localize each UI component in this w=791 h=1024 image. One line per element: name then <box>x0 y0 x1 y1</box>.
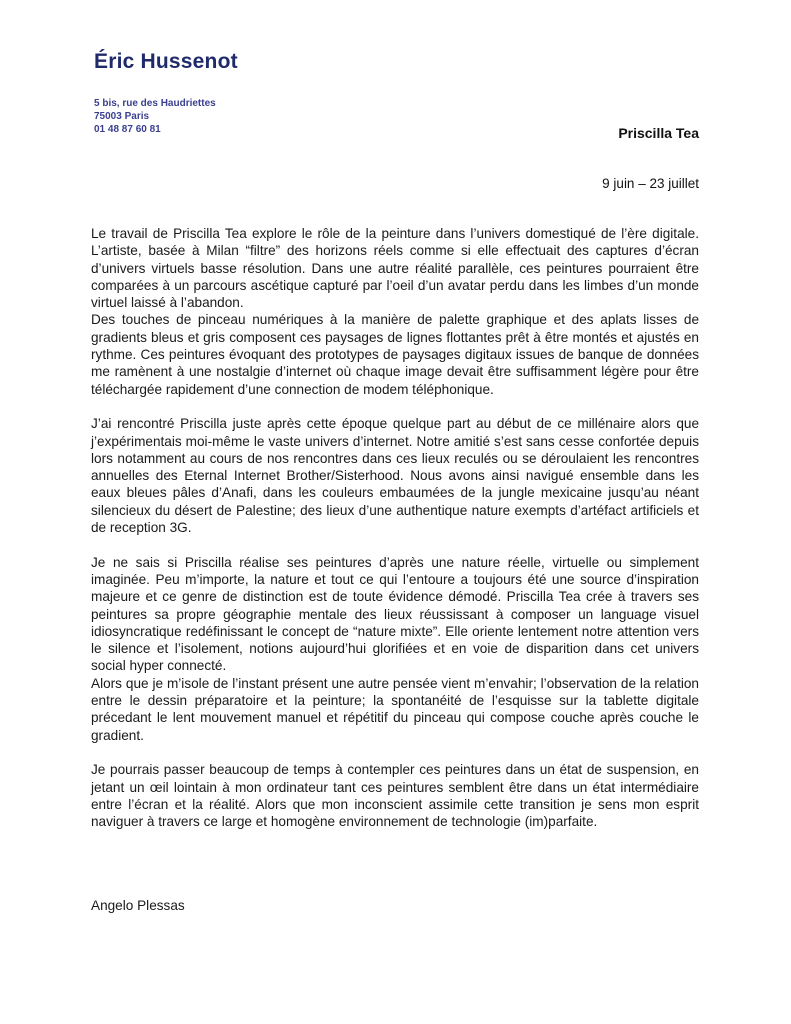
paragraph: J’ai rencontré Priscilla juste après cette époque quelque part au début de ce millénaire alors que j’expérimentais moi-même le vaste univers d’internet. Notre amitié s’est sans cesse confortée depuis lors notamment au cours de nos rencontres dans ces lieux reculés ou se déroulaient les rencontres annuelles des Eternal Internet Brother/Sisterhood. Nous avons ainsi navigué ensemble dans les eaux bleues pâles d’Anafi, dans les couleurs embaumées de la jungle mexicaine jusqu’au néant silencieux du désert de Palestine; des lieux d’une authentique nature exempts d’artéfact artificiels et de reception 3G. <box>91 416 699 536</box>
author-signature: Angelo Plessas <box>91 898 185 913</box>
paragraph: Je pourrais passer beaucoup de temps à contempler ces peintures dans un état de suspension, en jetant un œil lointain à mon ordinateur tant ces peintures semblent être dans un état intermédiaire entre l’écran et la réalité. Alors que mon inconscient assimile cette transition je sens mon esprit naviguer à travers ce large et homogène environnement de technologie (im)parfaite. <box>91 762 699 830</box>
artist-name: Priscilla Tea <box>618 125 699 141</box>
address-street: 5 bis, rue des Haudriettes <box>94 98 216 109</box>
exhibition-dates: 9 juin – 23 juillet <box>602 176 699 191</box>
paragraph: Des touches de pinceau numériques à la manière de palette graphique et des aplats lisses de gradients bleus et gris composent ces paysages de lignes flottantes prêt à être montés et ajustés en rythme. Ces peintures évoquant des prototypes de paysages digitaux issues de banque de données me ramènent à une nostalgie d’internet où chaque image devait être suffisamment légère pour être téléchargée rapidement d’une connection de modem téléphonique. <box>91 312 699 397</box>
paragraph: Alors que je m’isole de l’instant présent une autre pensée vient m’envahir; l’observation de la relation entre le dessin préparatoire et la peinture; la spontanéité de l’esquisse sur la tablette digitale précedant le lent mouvement manuel et répétitif du pinceau qui compose couche après couche le gradient. <box>91 675 699 743</box>
press-release-body <box>91 225 699 830</box>
gallery-address <box>94 97 216 136</box>
paragraph: Le travail de Priscilla Tea explore le rôle de la peinture dans l’univers domestiqué de l’ère digitale. L’artiste, basée à Milan “filtre” des horizons réels comme si elle effectuait des captures d’écran d’univers virtuels basse résolution. Dans une autre réalité parallèle, ces peintures pourraient être comparées à un parcours ascétique capturé par l’oeil d’un avatar perdu dans les limbes d’un monde virtuel laissé à l’abandon. <box>91 226 699 311</box>
paragraph: Je ne sais si Priscilla réalise ses peintures d’après une nature réelle, virtuelle ou simplement imaginée. Peu m’importe, la nature et tout ce qui l’entoure a toujours été une source d’inspiration majeure et ce genre de distinction est de toute évidence démodé. Priscilla Tea crée à travers ses peintures sa propre géographie mentale des lieux réussissant à composer un language visuel idiosyncratique redéfinissant le concept de “nature mixte”. Elle oriente lentement notre attention vers le silence et l’isolement, notions aujourd’hui glorifiées et en voie de disparition dans cet univers social hyper connecté. <box>91 554 699 674</box>
address-city: 75003 Paris <box>94 111 150 122</box>
address-phone: 01 48 87 60 81 <box>94 124 161 135</box>
gallery-name: Éric Hussenot <box>94 50 238 73</box>
